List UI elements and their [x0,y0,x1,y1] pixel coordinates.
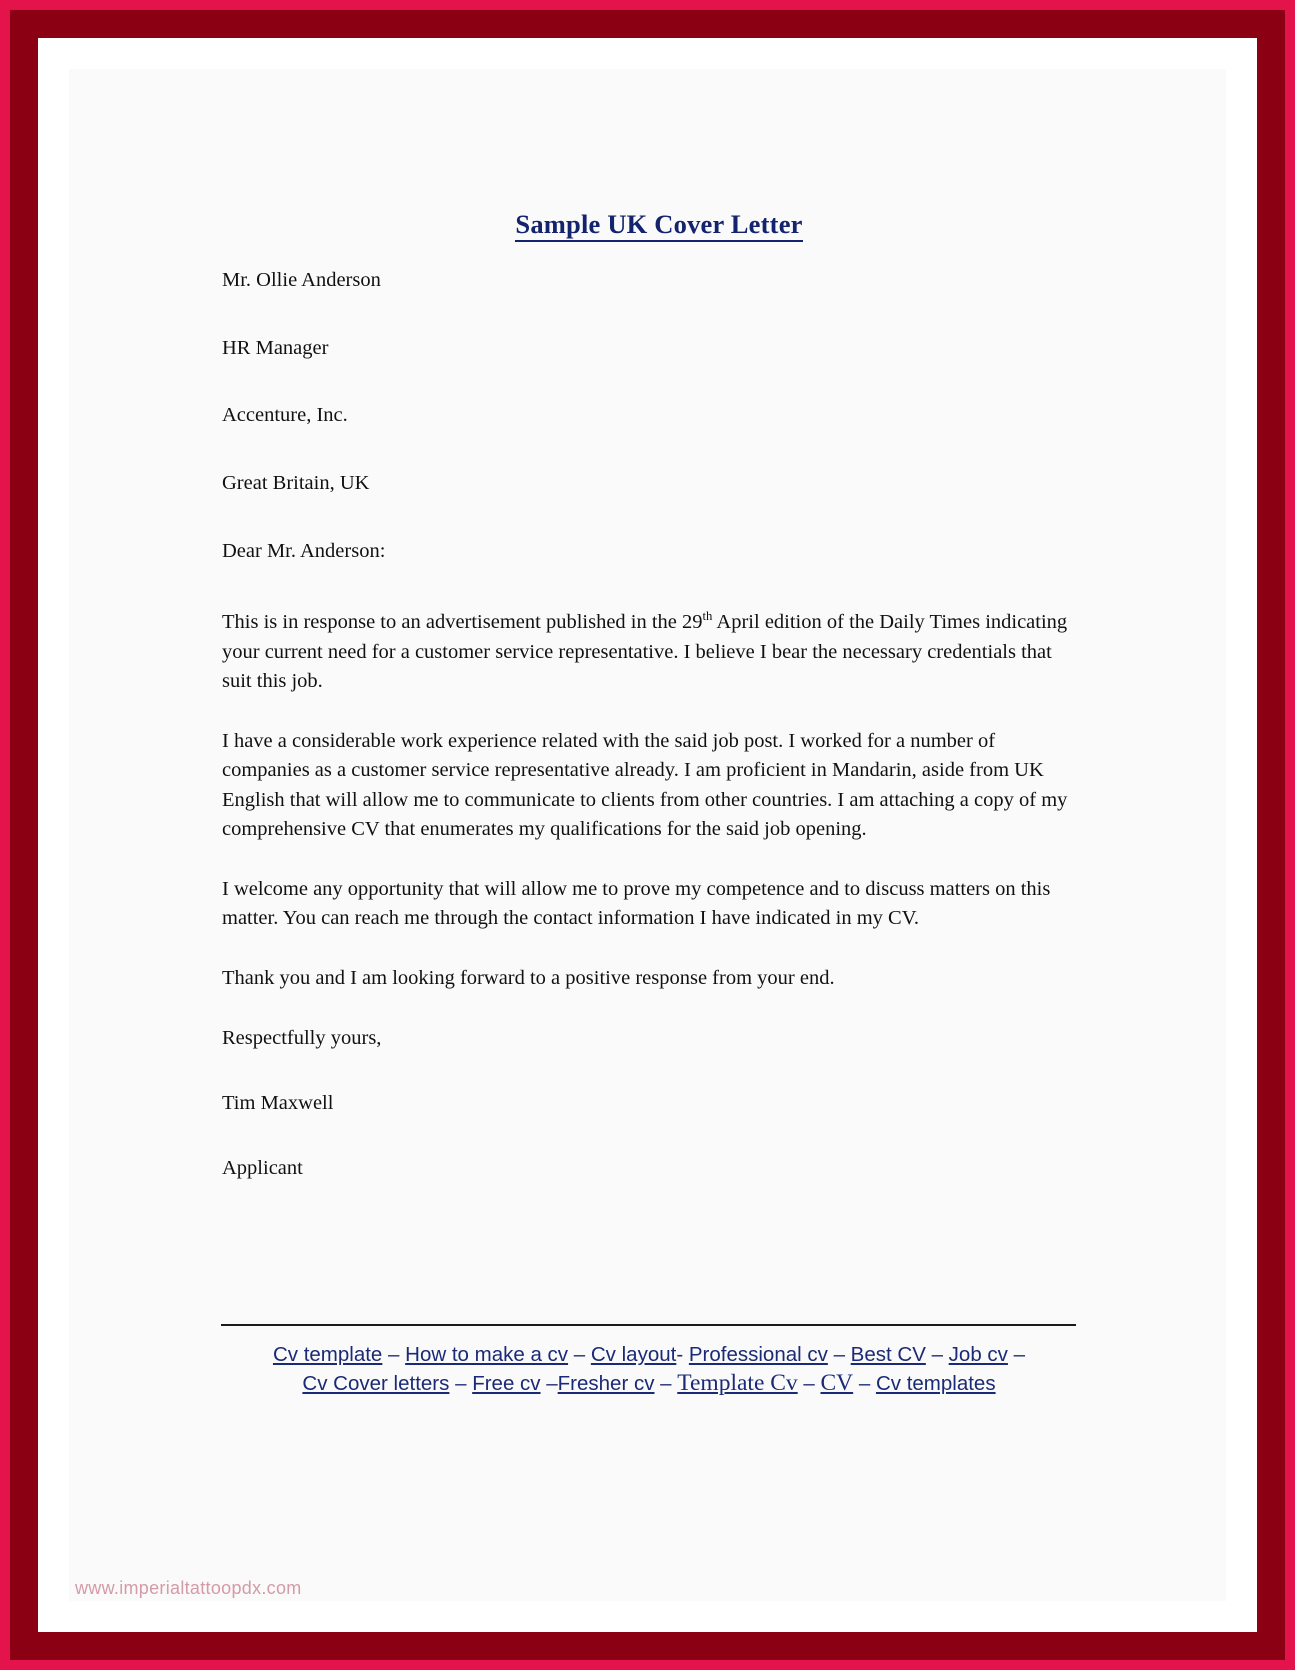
footer-link[interactable]: Fresher cv [557,1372,655,1396]
letter-content [222,209,1078,1222]
footer-link-row-2 [221,1368,1077,1399]
footer-link[interactable]: Cv layout [590,1343,677,1366]
page-title-text: Sample UK Cover Letter [515,209,802,242]
letter-page [69,69,1226,1601]
site-watermark: www.imperialtattoopdx.com [75,1578,302,1598]
paragraph-1-lead: This is in response to an advertisement published in the 29 [222,611,703,634]
body-paragraph-4: Thank you and I am looking forward to a positive response from your end. [222,966,835,989]
footer-link-separator: – [1007,1343,1026,1366]
footer-link-separator: – [827,1343,851,1366]
footer-link-separator: – [568,1343,591,1366]
footer-link[interactable]: Template Cv [677,1370,798,1397]
footer-link-separator: – [925,1343,949,1366]
footer-link[interactable]: How to make a cv [405,1343,569,1366]
border-inner-gap [38,38,1257,1632]
footer-link-separator: – [382,1343,406,1366]
recipient-job-title: HR Manager [222,336,329,359]
footer-link-separator: – [654,1372,678,1396]
footer-link-bar [221,1341,1077,1399]
footer-link-separator: – [449,1372,473,1396]
footer-link[interactable]: Best CV [850,1343,926,1366]
footer-link-separator: - [676,1343,689,1366]
paragraph-1-tail: April edition of the Daily Times indicating your current need for a customer service representative. I believe I bear the necessary credentials that suit this job. [222,611,1068,693]
recipient-company: Accenture, Inc. [222,404,348,427]
ordinal-suffix: th [702,609,713,624]
closing-line: Respectfully yours, [222,1027,382,1050]
red-border-inner [10,10,1285,1660]
sender-role: Applicant [222,1157,303,1180]
recipient-location: Great Britain, UK [222,471,370,494]
footer-link[interactable]: Free cv [472,1372,541,1396]
recipient-name: Mr. Ollie Anderson [222,269,381,291]
footer-link-separator: – [853,1372,876,1396]
salutation: Dear Mr. Anderson: [222,539,386,562]
footer-link-row-1 [221,1341,1077,1368]
footer-link[interactable]: CV [820,1370,854,1397]
footer-link[interactable]: Professional cv [688,1343,828,1366]
sender-name: Tim Maxwell [222,1092,334,1115]
footer-divider [221,1324,1076,1326]
footer-link[interactable]: Cv templates [875,1372,996,1396]
footer-link[interactable]: Cv template [272,1343,383,1366]
footer-link[interactable]: Cv Cover letters [302,1372,450,1396]
footer-link[interactable]: Job cv [948,1343,1008,1366]
body-paragraph-3: I welcome any opportunity that will allow me to prove my competence and to discuss matters on this matter. You can reach me through the contact information I have indicated in my CV. [222,877,1051,930]
page-title [222,209,1078,240]
footer-link-separator: – [540,1372,558,1396]
body-paragraph-2: I have a considerable work experience related with the said job post. I worked for a number of companies as a customer service representative already. I am proficient in Mandarin, aside from UK English that will allow me to communicate to clients from other countries. I am attaching a copy of my comprehensive CV that enumerates my qualifications for the said job opening. [222,729,1068,841]
footer-link-separator: – [797,1372,821,1396]
body-paragraph-1 [222,608,1078,697]
